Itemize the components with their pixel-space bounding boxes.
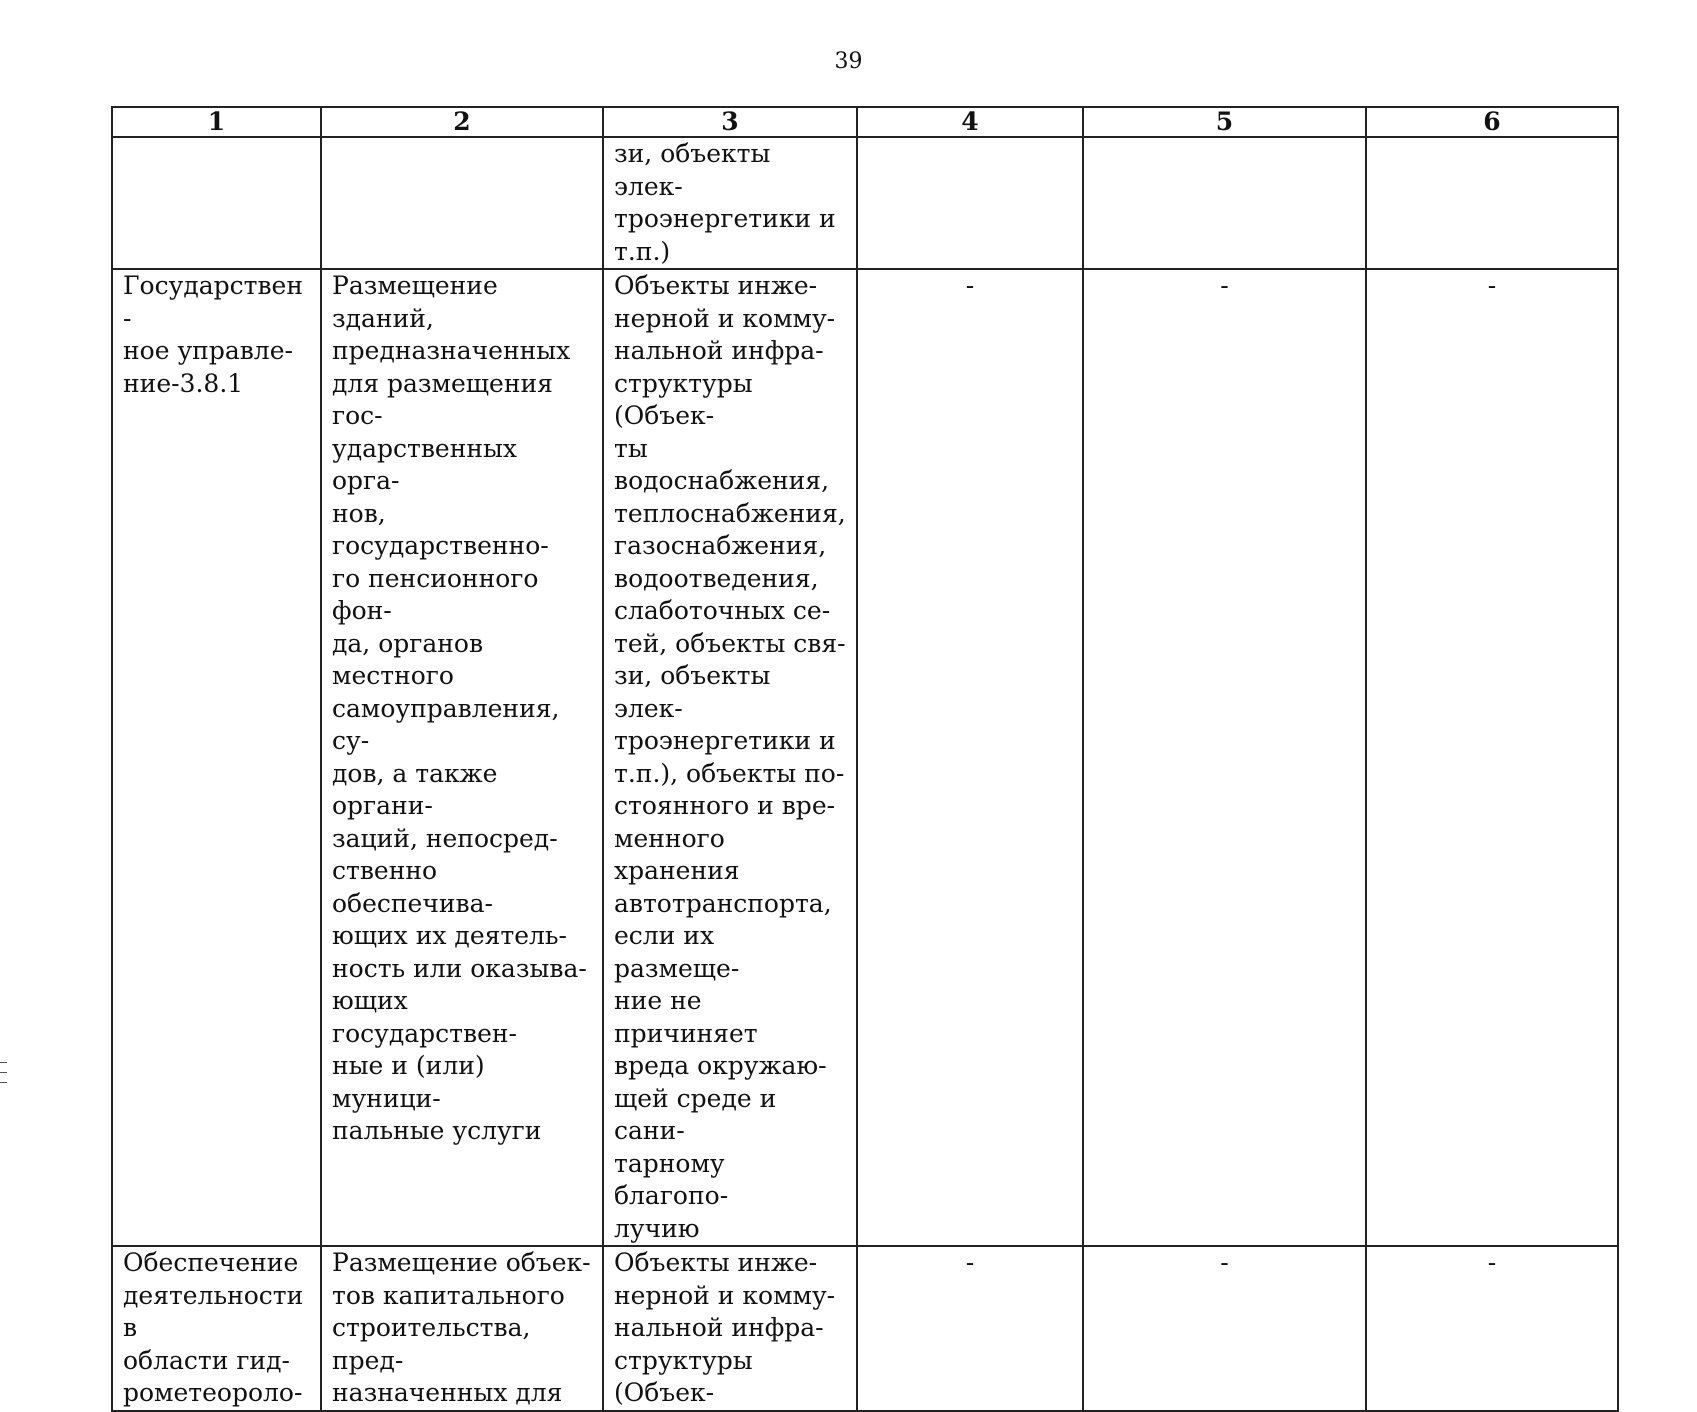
table-cell-name: Обеспечение деятельности в области гид- рометеороло- <box>112 1246 321 1411</box>
table-cell-col5: - <box>1083 1246 1366 1411</box>
table-cell-col5 <box>1083 137 1366 269</box>
table-cell-col6 <box>1366 137 1618 269</box>
table-header-row <box>112 107 1618 137</box>
column-header-1: 1 <box>112 107 321 137</box>
table-cell-auxiliary: Объекты инже- нерной и комму- нальной инфра- структуры (Объек- ты водоснабжения, теплоснабжения, газоснабжения, водоотведения, слаботочных се- тей, объекты свя- зи, объекты элек- троэнергетики и т.п.), объекты по- стоянного и вре- менного хранения автотранспорта, если их размеще- ние не причиняет вреда окружаю- щей среде и сани- тарному благопо- лучию <box>603 269 857 1246</box>
column-header-3: 3 <box>603 107 857 137</box>
column-header-4: 4 <box>857 107 1083 137</box>
scan-edge-marks <box>0 1062 8 1092</box>
table-row <box>112 1246 1618 1411</box>
table-cell-col6: - <box>1366 269 1618 1246</box>
table-cell-col4: - <box>857 269 1083 1246</box>
table-cell-col4: - <box>857 1246 1083 1411</box>
table-cell-name <box>112 137 321 269</box>
table-row <box>112 137 1618 269</box>
column-header-5: 5 <box>1083 107 1366 137</box>
scan-edge-mark <box>0 1082 7 1083</box>
table-cell-description: Размещение зданий, предназначенных для размещения гос- ударственных орга- нов, государственно- го пенсионного фон- да, органов местного самоуправления, су- дов, а также органи- заций, непосред- ственно обеспечива- ющих их деятель- ность или оказыва- ющих государствен- ные и (или) муници- пальные услуги <box>321 269 603 1246</box>
page-number: 39 <box>834 49 863 74</box>
table-row <box>112 269 1618 1246</box>
table-cell-col4 <box>857 137 1083 269</box>
table-cell-col6: - <box>1366 1246 1618 1411</box>
regulations-table <box>111 106 1619 1412</box>
scan-edge-mark <box>0 1062 7 1063</box>
table-cell-name: Государствен- ное управле- ние-3.8.1 <box>112 269 321 1246</box>
table-cell-auxiliary: зи, объекты элек- троэнергетики и т.п.) <box>603 137 857 269</box>
table-cell-col5: - <box>1083 269 1366 1246</box>
scan-edge-mark <box>0 1072 7 1073</box>
table-cell-description <box>321 137 603 269</box>
column-header-2: 2 <box>321 107 603 137</box>
table-cell-auxiliary: Объекты инже- нерной и комму- нальной инфра- структуры (Объек- <box>603 1246 857 1411</box>
column-header-6: 6 <box>1366 107 1618 137</box>
table-cell-description: Размещение объек- тов капитального строительства, пред- назначенных для <box>321 1246 603 1411</box>
